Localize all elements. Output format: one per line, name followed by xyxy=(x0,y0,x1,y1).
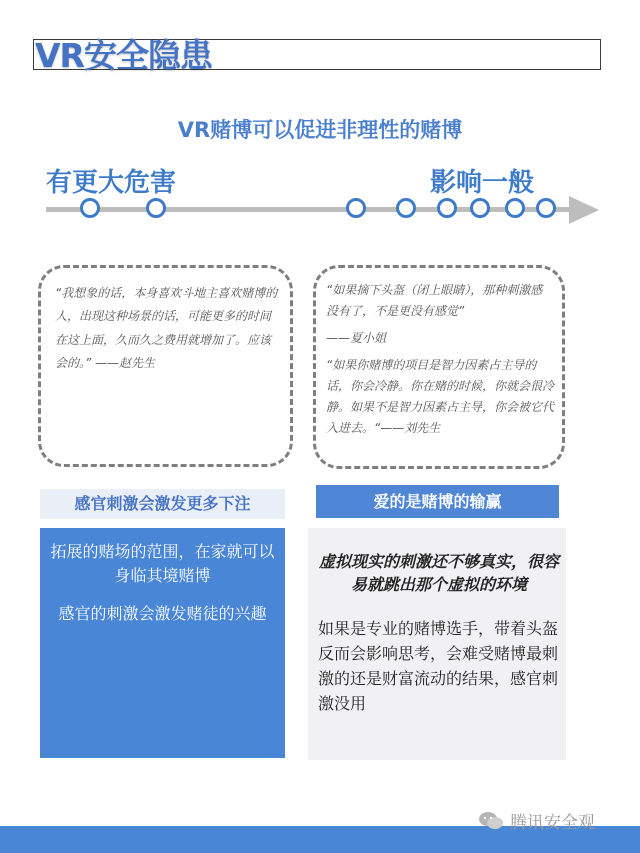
scale-dot xyxy=(80,198,100,218)
scale-label-right: 影响一般 xyxy=(430,168,535,198)
quote-box-right xyxy=(313,265,565,469)
panel-right-body: 如果是专业的赌博选手，带着头盔反而会影响思考，会难受赌博最刺激的还是财富流动的结果，感官刺激没用 xyxy=(318,619,559,713)
panel-right-emphasis: 虚拟现实的刺激还不够真实，很容易就跳出那个虚拟的环境 xyxy=(318,552,559,594)
scale-axis-line xyxy=(46,207,571,212)
wechat-icon xyxy=(478,810,504,832)
label-right: 爱的是赌博的输赢 xyxy=(316,485,559,518)
panel-right xyxy=(308,528,566,760)
panel-left xyxy=(40,528,285,758)
quote-box-left xyxy=(38,265,293,467)
scale-dot xyxy=(346,198,366,218)
quote-text: “如果你赌博的项目是智力因素占主导的话，你会冷静。你在赌的时候，你就会很冷静。如果不是智力因素占主导，你会被它代入进去。“——刘先生 xyxy=(326,358,555,435)
quote-text: “如果摘下头盔（闭上眼睛），那种刺激感没有了，不是更没有感觉” xyxy=(326,283,543,318)
page-title: VR安全隐患 xyxy=(35,36,212,75)
panel-left-point: 拓展的赌场的范围，在家就可以身临其境赌博 xyxy=(50,542,275,585)
scale-dot xyxy=(505,198,525,218)
quote-text: “我想象的话，本身喜欢斗地主喜欢赌博的人，出现这种场景的话，可能更多的时间在这上面，久而久之费用就增加了。应该会的。” ——赵先生 xyxy=(55,286,278,371)
scale-label-left: 有更大危害 xyxy=(46,168,177,198)
quote-author: ——夏小姐 xyxy=(326,331,387,345)
scale-dot xyxy=(437,198,457,218)
panel-left-point: 感官的刺激会激发赌徒的兴趣 xyxy=(58,604,267,623)
watermark-text: 腾讯安全观 xyxy=(510,813,595,833)
scale-dot xyxy=(470,198,490,218)
label-left: 感官刺激会激发更多下注 xyxy=(40,489,285,519)
scale-dot xyxy=(396,198,416,218)
page-subtitle: VR赌博可以促进非理性的赌博 xyxy=(177,118,463,142)
scale-axis-arrow-icon xyxy=(569,196,599,224)
scale-dot xyxy=(536,198,556,218)
watermark xyxy=(478,808,595,833)
scale-dot xyxy=(146,198,166,218)
